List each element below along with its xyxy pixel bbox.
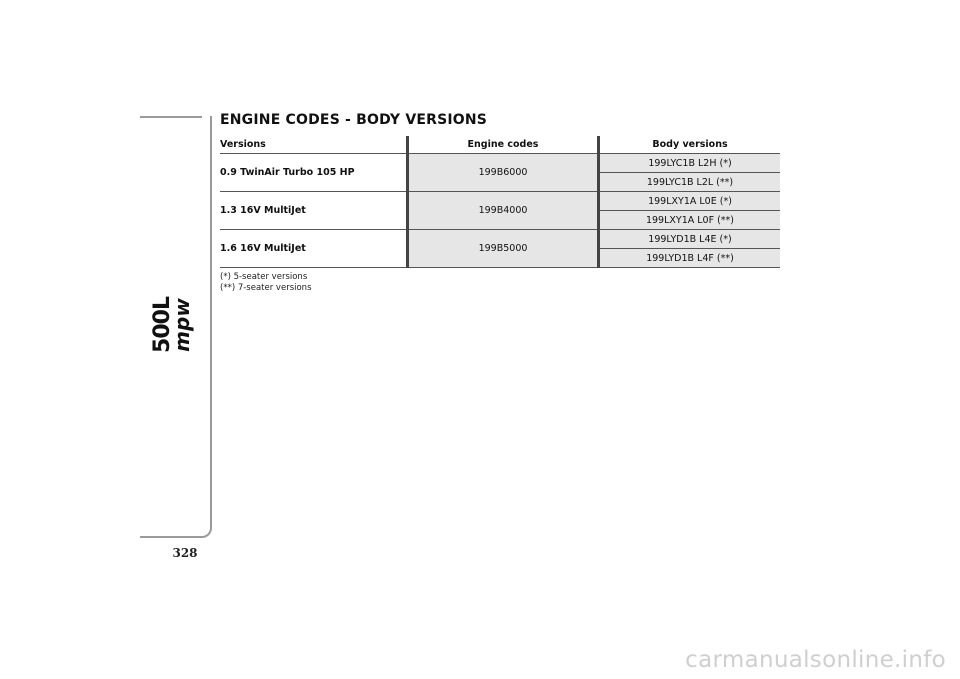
footnote-five-seater: (*) 5-seater versions	[220, 272, 308, 282]
footnote-seven-seater: (**) 7-seater versions	[220, 283, 312, 293]
footnotes	[220, 272, 312, 294]
column-header-engine-codes: Engine codes	[408, 136, 599, 154]
fiat-500l-mpw-logo	[150, 280, 200, 370]
svg-text:500L: 500L	[150, 297, 175, 353]
table-row	[220, 230, 780, 249]
version-cell: 0.9 TwinAir Turbo 105 HP	[220, 154, 408, 192]
body-version-cell: 199LYC1B L2H (*)	[599, 154, 781, 173]
version-cell: 1.6 16V MultiJet	[220, 230, 408, 268]
column-header-versions: Versions	[220, 136, 408, 154]
column-header-body-versions: Body versions	[599, 136, 781, 154]
body-version-cell: 199LYC1B L2L (**)	[599, 173, 781, 192]
table-row	[220, 154, 780, 173]
engine-code-cell: 199B6000	[408, 154, 599, 192]
page-number: 328	[172, 546, 198, 560]
engine-code-cell: 199B5000	[408, 230, 599, 268]
table-header-row	[220, 136, 780, 154]
body-version-cell: 199LYD1B L4F (**)	[599, 249, 781, 268]
page-title: ENGINE CODES - BODY VERSIONS	[220, 112, 488, 128]
body-version-cell: 199LXY1A L0E (*)	[599, 192, 781, 211]
engine-codes-table	[220, 136, 780, 268]
version-cell: 1.3 16V MultiJet	[220, 192, 408, 230]
table-row	[220, 192, 780, 211]
body-version-cell: 199LXY1A L0F (**)	[599, 211, 781, 230]
svg-text:mpw: mpw	[170, 298, 194, 352]
engine-code-cell: 199B4000	[408, 192, 599, 230]
watermark: carmanualsonline.info	[685, 647, 946, 673]
body-version-cell: 199LYD1B L4E (*)	[599, 230, 781, 249]
